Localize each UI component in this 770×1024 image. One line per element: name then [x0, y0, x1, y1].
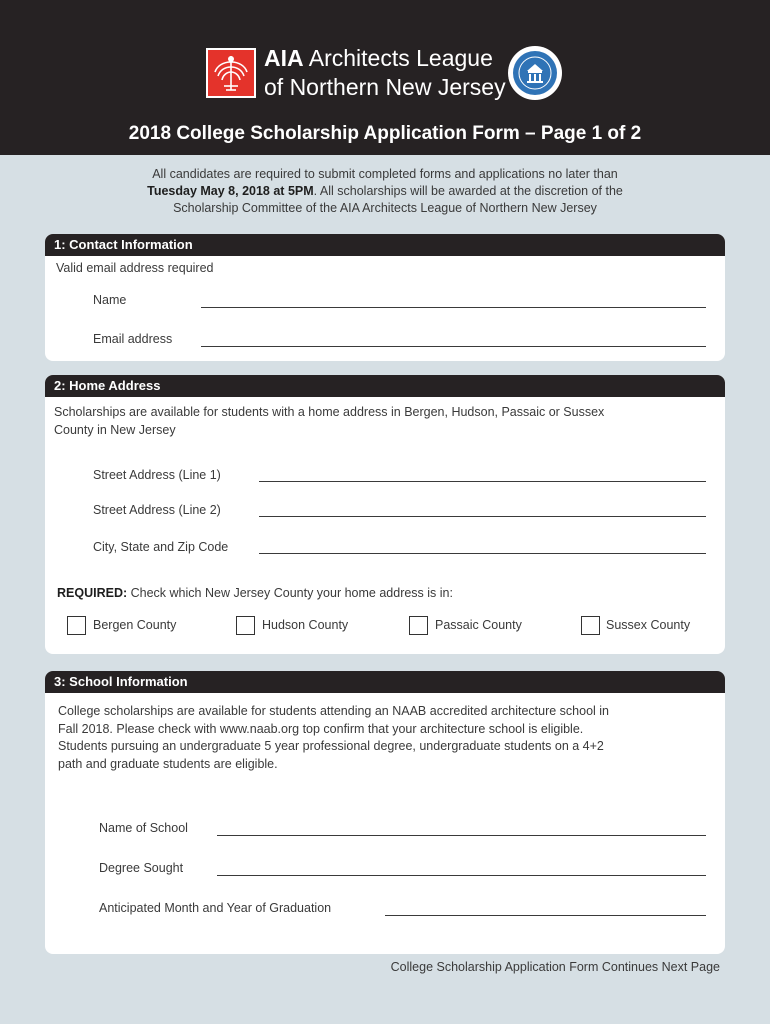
home-heading: 2: Home Address: [45, 375, 725, 397]
home-note-line2: County in New Jersey: [54, 422, 176, 437]
logo-bold-text: AIA: [264, 45, 304, 71]
page-title: 2018 College Scholarship Application Form – Page 1 of 2: [128, 123, 642, 144]
hudson-county-label: Hudson County: [262, 618, 349, 632]
city-input-line[interactable]: [259, 540, 706, 554]
school-note-line1: College scholarships are available for students attending an NAAB accredited architecture school in: [58, 704, 610, 718]
passaic-county-label: Passaic County: [435, 618, 522, 632]
required-rest: Check which New Jersey County your home address is in:: [127, 586, 453, 600]
league-seal-icon: [508, 46, 562, 100]
intro-line2-rest: . All scholarships will be awarded at the discretion of the: [313, 184, 623, 198]
sussex-county-label: Sussex County: [606, 618, 691, 632]
county-required-text: [57, 586, 453, 600]
page-header: [0, 0, 770, 155]
email-label: Email address: [93, 332, 173, 346]
intro-line1: All candidates are required to submit completed forms and applications no later than: [152, 167, 618, 181]
required-bold: REQUIRED:: [57, 586, 128, 600]
school-name-input-line[interactable]: [217, 822, 706, 836]
home-note: [54, 404, 604, 439]
school-note-line4: path and graduate students are eligible.: [58, 756, 278, 771]
passaic-county-checkbox[interactable]: [409, 616, 428, 635]
graduation-label: Anticipated Month and Year of Graduation: [99, 901, 332, 915]
hudson-county-checkbox[interactable]: [236, 616, 255, 635]
bergen-county-label: Bergen County: [93, 618, 177, 632]
email-input-line[interactable]: [201, 333, 706, 347]
organization-name: [264, 44, 506, 102]
aia-logo-icon: [206, 48, 256, 98]
street2-input-line[interactable]: [259, 503, 706, 517]
contact-section: [45, 234, 725, 361]
school-heading: 3: School Information: [45, 671, 725, 693]
school-name-label: Name of School: [99, 821, 188, 835]
deadline-text: Tuesday May 8, 2018 at 5PM: [147, 184, 314, 198]
home-note-line1: Scholarships are available for students with a home address in Bergen, Hudson, Passaic or Sussex: [54, 405, 605, 419]
school-section: [45, 671, 725, 954]
street2-label: Street Address (Line 2): [93, 503, 221, 517]
logo-line1-text: Architects League: [303, 45, 493, 71]
graduation-input-line[interactable]: [385, 902, 706, 916]
city-label: City, State and Zip Code: [93, 540, 229, 554]
name-input-line[interactable]: [201, 294, 706, 308]
school-note-line3: Students pursuing an undergraduate 5 year professional degree, undergraduate students on a 4+2: [58, 739, 604, 753]
home-address-section: [45, 375, 725, 654]
name-label: Name: [93, 293, 127, 307]
logo-line2-text: of Northern New Jersey: [264, 74, 506, 100]
intro-line2: [90, 183, 680, 200]
degree-label: Degree Sought: [99, 861, 184, 875]
continues-note: College Scholarship Application Form Continues Next Page: [390, 960, 720, 974]
street1-input-line[interactable]: [259, 468, 706, 482]
sussex-county-checkbox[interactable]: [581, 616, 600, 635]
degree-input-line[interactable]: [217, 862, 706, 876]
contact-note: Valid email address required: [56, 261, 214, 275]
street1-label: Street Address (Line 1): [93, 468, 221, 482]
school-note-line2: Fall 2018. Please check with www.naab.org top confirm that your architecture school is eligible.: [58, 721, 584, 736]
school-note: [58, 703, 609, 773]
contact-heading: 1: Contact Information: [45, 234, 725, 256]
intro-line3: Scholarship Committee of the AIA Architects League of Northern New Jersey: [173, 201, 597, 215]
bergen-county-checkbox[interactable]: [67, 616, 86, 635]
intro-text: [90, 166, 680, 217]
